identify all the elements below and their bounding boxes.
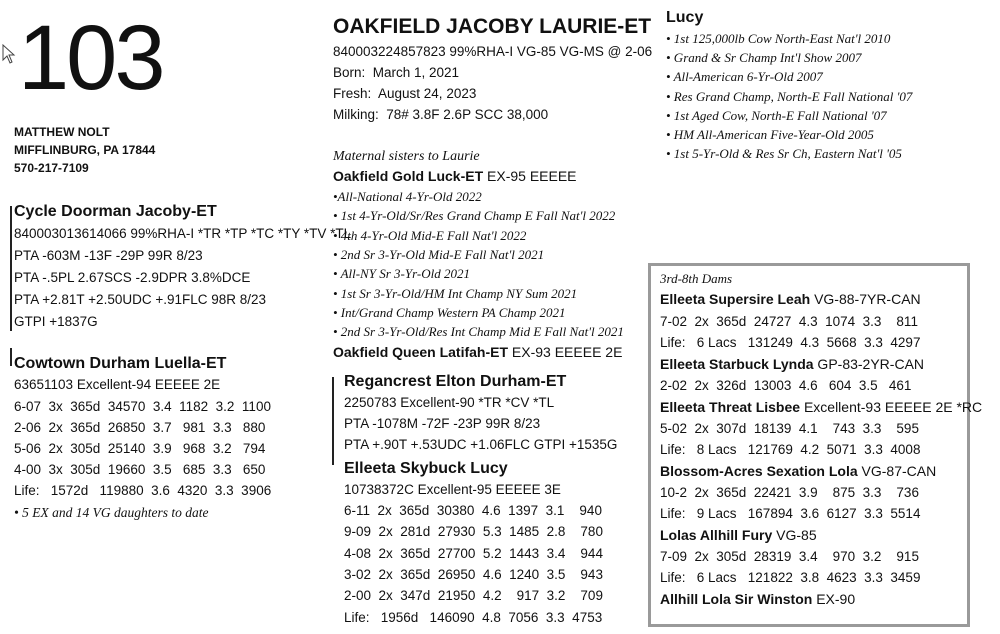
sister-1 <box>333 169 577 183</box>
sire-line: PTA +2.81T +2.50UDC +.91FLC 98R 8/23 <box>14 292 267 307</box>
dam-4-name: Elleeta Starbuck Lynda <box>660 356 814 372</box>
dams-sire-line: 2250783 Excellent-90 *TR *CV *TL <box>344 395 555 410</box>
dams-box-heading: 3rd-8th Dams <box>660 271 733 286</box>
dam-record: 6-07 3x 365d 34570 3.4 1182 3.2 1100 <box>14 399 271 414</box>
sister-1-name: Oakfield Gold Luck-ET <box>333 168 484 184</box>
sister-2-class: EX-93 EEEEE 2E <box>508 344 623 360</box>
dam-6-lifetime: Life: 9 Lacs 167894 3.6 6127 3.3 5514 <box>660 506 921 521</box>
dam-6-name: Blossom-Acres Sexation Lola <box>660 463 858 479</box>
dams-sire-line: PTA +.90T +.53UDC +1.06FLC GTPI +1535G <box>344 437 618 452</box>
sire-line: PTA -603M -13F -29P 99R 8/23 <box>14 248 203 263</box>
mouse-cursor-icon <box>2 44 16 64</box>
dam-3-lifetime: Life: 6 Lacs 131249 4.3 5668 3.3 4297 <box>660 335 921 350</box>
sire-line: GTPI +1837G <box>14 314 98 329</box>
dam-5-class: Excellent-93 EEEEE 2E *RC <box>800 399 983 415</box>
sire-name: Cycle Doorman Jacoby-ET <box>14 203 217 220</box>
dam-7-record: 7-09 2x 305d 28319 3.4 970 3.2 915 <box>660 549 919 564</box>
dam-5-name: Elleeta Threat Lisbee <box>660 399 801 415</box>
sister-1-honor: • 2nd Sr 3-Yr-Old/Res Int Champ Mid E Fall Nat'l 2021 <box>333 324 624 339</box>
grandam-record: 2-00 2x 347d 21950 4.2 917 3.2 709 <box>344 588 603 603</box>
dam-record: 4-00 3x 305d 19660 3.5 685 3.3 650 <box>14 462 266 477</box>
sisters-heading: Maternal sisters to Laurie <box>333 149 480 164</box>
lucy-honor: • Grand & Sr Champ Int'l Show 2007 <box>666 50 862 65</box>
grandam-record: 6-11 2x 365d 30380 4.6 1397 3.1 940 <box>344 503 602 518</box>
sire-bracket <box>10 206 12 331</box>
grandam-name: Elleeta Skybuck Lucy <box>344 460 508 477</box>
dams-sire-bracket <box>332 377 334 465</box>
sister-2-name: Oakfield Queen Latifah-ET <box>333 344 509 360</box>
dam-8-title <box>660 592 855 606</box>
lucy-honor: • 1st 125,000lb Cow North-East Nat'l 2010 <box>666 31 891 46</box>
sister-1-class: EX-95 EEEEE <box>483 168 577 184</box>
sister-1-honor: • All-NY Sr 3-Yr-Old 2021 <box>333 266 470 281</box>
lucy-honor: • 1st 5-Yr-Old & Res Sr Ch, Eastern Nat'l '05 <box>666 146 902 161</box>
lucy-honor: • Res Grand Champ, North-E Fall National '07 <box>666 89 913 104</box>
dam-7-class: VG-85 <box>772 527 817 543</box>
dam-3-name: Elleeta Supersire Leah <box>660 291 811 307</box>
consignor-location: MIFFLINBURG, PA 17844 <box>14 143 156 157</box>
sister-1-honor: • 1st Sr 3-Yr-Old/HM Int Champ NY Sum 2021 <box>333 286 578 301</box>
grandam-lifetime: Life: 1956d 146090 4.8 7056 3.3 4753 <box>344 610 603 625</box>
dam-4-record: 2-02 2x 326d 13003 4.6 604 3.5 461 <box>660 378 912 393</box>
dam-3-record: 7-02 2x 365d 24727 4.3 1074 3.3 811 <box>660 314 918 329</box>
animal-milking: Milking: 78# 3.8F 2.6P SCC 38,000 <box>333 107 549 122</box>
dam-name: Cowtown Durham Luella-ET <box>14 355 227 372</box>
sister-2 <box>333 345 622 359</box>
lot-number: 103 <box>18 7 163 109</box>
dam-bracket <box>10 348 12 366</box>
dam-4-class: GP-83-2YR-CAN <box>813 356 925 372</box>
dam-8-class: EX-90 <box>812 591 856 607</box>
dam-lifetime: Life: 1572d 119880 3.6 4320 3.3 3906 <box>14 483 272 498</box>
dam-3-class: VG-88-7YR-CAN <box>810 291 921 307</box>
lucy-honor: • HM All-American Five-Year-Old 2005 <box>666 127 874 142</box>
sister-1-honor: • 1st 4-Yr-Old/Sr/Res Grand Champ E Fall Nat'l 2022 <box>333 208 616 223</box>
dam-5-record: 5-02 2x 307d 18139 4.1 743 3.3 595 <box>660 421 919 436</box>
dam-record: 5-06 2x 305d 25140 3.9 968 3.2 794 <box>14 441 266 456</box>
dam-7-name: Lolas Allhill Fury <box>660 527 773 543</box>
consignor-name: MATTHEW NOLT <box>14 125 110 139</box>
dam-6-class: VG-87-CAN <box>857 463 937 479</box>
sister-1-honor: • Int/Grand Champ Western PA Champ 2021 <box>333 305 566 320</box>
dam-record: 2-06 2x 365d 26850 3.7 981 3.3 880 <box>14 420 266 435</box>
sister-1-honor: •All-National 4-Yr-Old 2022 <box>333 189 482 204</box>
grandam-classification: 10738372C Excellent-95 EEEEE 3E <box>344 482 561 497</box>
dam-5-lifetime: Life: 8 Lacs 121769 4.2 5071 3.3 4008 <box>660 442 921 457</box>
grandam-record: 3-02 2x 365d 26950 4.6 1240 3.5 943 <box>344 567 603 582</box>
lucy-honor: • 1st Aged Cow, North-E Fall National '07 <box>666 108 887 123</box>
animal-name: OAKFIELD JACOBY LAURIE-ET <box>333 15 652 38</box>
dam-3-title <box>660 292 921 306</box>
dam-note: • 5 EX and 14 VG daughters to date <box>14 505 209 520</box>
dam-classification: 63651103 Excellent-94 EEEEE 2E <box>14 377 221 392</box>
dam-8-name: Allhill Lola Sir Winston <box>660 591 813 607</box>
consignor-phone: 570-217-7109 <box>14 161 89 175</box>
sire-line: PTA -.5PL 2.67SCS -2.9DPR 3.8%DCE <box>14 270 251 285</box>
sister-1-honor: • 4th 4-Yr-Old Mid-E Fall Nat'l 2022 <box>333 228 527 243</box>
dam-7-title <box>660 528 817 542</box>
lucy-heading: Lucy <box>666 9 704 26</box>
dams-sire-line: PTA -1078M -72F -23P 99R 8/23 <box>344 416 541 431</box>
sire-line: 840003013614066 99%RHA-I *TR *TP *TC *TY *TV *TL <box>14 226 352 241</box>
grandam-record: 4-08 2x 365d 27700 5.2 1443 3.4 944 <box>344 546 603 561</box>
dam-6-record: 10-2 2x 365d 22421 3.9 875 3.3 736 <box>660 485 919 500</box>
dams-sire-name: Regancrest Elton Durham-ET <box>344 373 567 390</box>
animal-born: Born: March 1, 2021 <box>333 65 460 80</box>
dam-5-title <box>660 400 982 414</box>
animal-id: 840003224857823 99%RHA-I VG-85 VG-MS @ 2-06 <box>333 44 653 59</box>
sister-1-honor: • 2nd Sr 3-Yr-Old Mid-E Fall Nat'l 2021 <box>333 247 545 262</box>
animal-fresh: Fresh: August 24, 2023 <box>333 86 477 101</box>
dam-7-lifetime: Life: 6 Lacs 121822 3.8 4623 3.3 3459 <box>660 570 921 585</box>
dam-6-title <box>660 464 936 478</box>
dam-4-title <box>660 357 924 371</box>
grandam-record: 9-09 2x 281d 27930 5.3 1485 2.8 780 <box>344 524 603 539</box>
lucy-honor: • All-American 6-Yr-Old 2007 <box>666 69 823 84</box>
